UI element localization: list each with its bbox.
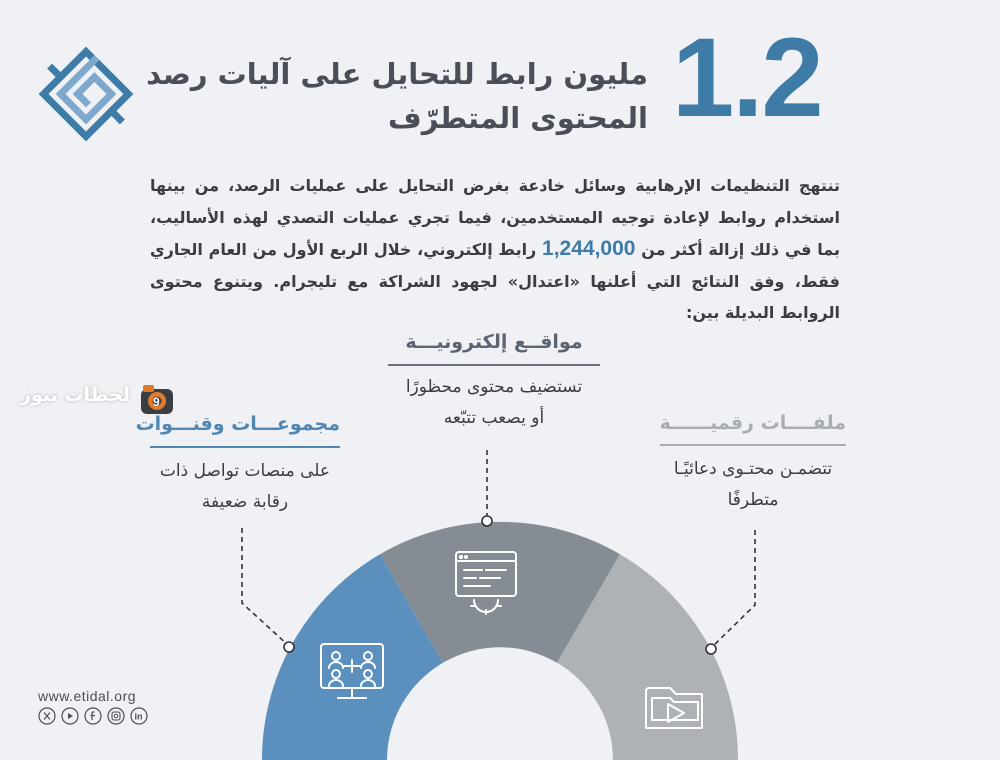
category-files-desc-line2: متطرفًا xyxy=(727,490,779,510)
category-groups-desc-line2: رقابة ضعيفة xyxy=(201,492,289,512)
headline-title-line2: المحتوى المتطرّف xyxy=(388,101,648,135)
svg-text:in: in xyxy=(134,711,143,722)
category-websites-desc-line2: أو يصعب تتبّعه xyxy=(443,408,545,428)
connector-dot-files xyxy=(706,644,716,654)
facebook-icon[interactable] xyxy=(85,708,101,724)
connector-dot-websites xyxy=(482,516,492,526)
linkedin-icon[interactable] xyxy=(131,708,147,724)
category-websites-desc-line1: تستضيف محتوى محظورًا xyxy=(405,377,583,397)
youtube-icon[interactable] xyxy=(62,708,78,724)
headline-title-line1: مليون رابط للتحايل على آليات رصد xyxy=(146,57,648,91)
category-groups-desc-line1: على منصات تواصل ذات xyxy=(159,461,331,481)
category-groups-title: مجموعـــات وقنـــوات xyxy=(135,413,340,435)
x-icon[interactable] xyxy=(39,708,55,724)
category-files-desc-line1: تتضمـن محتـوى دعائيًـا xyxy=(673,459,833,479)
connector-files xyxy=(711,530,755,648)
connector-dot-groups xyxy=(284,642,294,652)
svg-text:9: 9 xyxy=(153,395,160,409)
removed-links-count: 1,244,000 xyxy=(542,237,636,260)
connector-groups xyxy=(242,528,289,646)
category-files-title: ملفــــات رقميــــــة xyxy=(659,412,846,434)
headline-number: 1.2 xyxy=(672,15,822,140)
category-websites-title: مواقــع إلكترونيـــة xyxy=(405,331,583,353)
instagram-icon[interactable] xyxy=(108,708,124,724)
watermark-text: لحظات نيوز xyxy=(20,384,130,406)
site-url[interactable]: www.etidal.org xyxy=(38,688,137,704)
intro-text-part1: تنتهج التنظيمات الإرهابية وسائل خادعة بغرض التحايل على عمليات الرصد، من بينها استخدام روابط لإعادة توجيه المستخدمين، فيما تجري عمليات التصدي لهذه الأساليب، بما في ذلك إزالة أكثر من xyxy=(150,176,841,259)
social-icons xyxy=(38,707,158,725)
intro-text-part2: رابط إلكتروني، خلال الربع الأول من العام الجاري فقط، وفق النتائج التي أعلنها «اعتدال» لجهود الشراكة مع تليجرام. ويتنوع محتوى الروابط البديلة بين: xyxy=(150,240,840,322)
